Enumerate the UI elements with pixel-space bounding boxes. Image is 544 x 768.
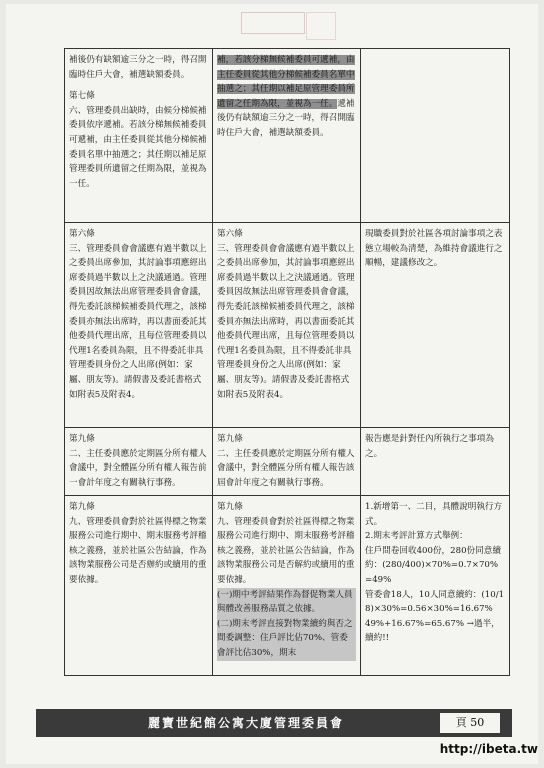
text-block: 遞補後仍有缺額逾三分之一時，得召開臨時住戶大會，補選缺額委員。	[217, 98, 355, 138]
article-heading: 第九條	[217, 434, 243, 444]
reason-text: 現職委員對於社區各項討論事項之表態立場較為清楚，為維持會議進行之順暢，建議修改之。	[365, 229, 503, 269]
red-stamp	[241, 12, 305, 34]
reason-text: 報告應是針對任內所執行之事項為之。	[365, 434, 494, 459]
cell-current-text	[65, 223, 213, 428]
cell-revised-text	[213, 496, 361, 676]
reason-text: 住戶問卷回收400份，280份同意續約：(280/400)×70%=0.7×70%=49%	[365, 545, 501, 585]
cell-reason	[361, 49, 510, 223]
cell-reason	[361, 223, 510, 428]
article-heading: 第九條	[217, 502, 243, 512]
reason-text: 1.新增第一、二目，具體說明執行方式。	[365, 502, 503, 527]
document-page	[6, 4, 538, 764]
article-heading: 第九條	[69, 434, 95, 444]
text-block: 六、管理委員出缺時，由候分梯候補委員依序遞補。若該分梯無候補委員可遞補，由主任委員從其他分梯候補委員名單中抽選之；其任期以補足原管理委員所遺留之任期為限，並視為一任。	[69, 105, 207, 189]
page-footer	[36, 709, 512, 737]
cell-revised-text	[213, 428, 361, 496]
text-block: 九、管理委員會對於社區得標之物業服務公司進行期中、期末服務考評稽核之義務，並於社區公告結論，作為該物業服務公司是否解約或續用的重要依據。	[217, 516, 355, 585]
table-row	[65, 496, 510, 676]
highlighted-text: 補，若該分梯無候補委員可遞補，由主任委員從其他分梯候補委員名單中抽選之；其任期以補足原管理委員所遺留之任期為限，並視為一任。	[217, 55, 355, 109]
table-row	[65, 49, 510, 223]
article-heading: 第六條	[217, 229, 243, 239]
comparison-table	[64, 48, 510, 676]
highlighted-note: (一)期中考評結果作為督促物業人員與體改善服務品質之依據。	[217, 588, 356, 617]
cell-reason	[361, 496, 510, 676]
cell-current-text	[65, 428, 213, 496]
cell-current-text	[65, 496, 213, 676]
text-block: 九、管理委員會對於社區得標之物業服務公司進行期中、期末服務考評稽核之義務，並於社區公告結論，作為該物業服務公司是否辦約或續用的重要依據。	[69, 516, 207, 585]
cell-current-text	[65, 49, 213, 223]
cell-revised-text	[213, 223, 361, 428]
reason-text: 2.期末考評計算方式舉例：	[365, 531, 468, 542]
text-block: 二、主任委員應於定期區分所有權人會議中，對全體區分所有權人報告該屆會計年度之有關執行事務。	[217, 448, 355, 488]
article-heading: 第六條	[69, 229, 95, 239]
table-row	[65, 223, 510, 428]
table-row	[65, 428, 510, 496]
highlighted-note: (二)期末考評直接對物業續約與否之間委調整：住戶評比佔70%、管委會評比佔30%，期末	[217, 617, 356, 661]
text-block: 三、管理委員會會議應有過半數以上之委員出席參加，其討論事項應經出席委員過半數以上之決議通過。管理委員因故無法出席管理委員會會議，得先委託該梯候補委員代理之，該梯委員亦無法出席時，再以書面委託其他委員代理出席，且每位管理委員以代理1名委員為限，且不得委託非具管理委員身份之人出席(例如：家屬、朋友等)。請假書及委託書格式如附表5及附表4。	[69, 243, 207, 400]
cell-revised-text	[213, 49, 361, 223]
reason-text: 管委會18人，10人同意續約：(10/18)×30%=0.56×30%=16.67%	[365, 589, 505, 615]
reason-text: 49%+16.67%=65.67% →過半，續約!!	[365, 618, 500, 644]
article-heading: 第七條	[69, 91, 95, 102]
text-block: 二、主任委員應於定期區分所有權人會議中，對全體區分所有權人報告前一會計年度之有關執行事務。	[69, 448, 207, 488]
text-block: 三、管理委員會會議應有過半數以上之委員出席參加，其討論事項應經出席委員過半數以上之決議通過。管理委員因故無法出席管理委員會會議，得先委託該梯候補委員代理之，該梯委員亦無法出席時，再以書面委託其他委員代理出席，且每位管理委員以代理1名委員為限，且不得委託非具管理委員身份之人出席(例如：家屬、朋友等)。請假書及委託書格式如附表5及附表4。	[217, 243, 355, 400]
cell-reason	[361, 428, 510, 496]
page-number: 頁 50	[440, 713, 500, 733]
watermark-url: http://ibeta.tw	[439, 742, 538, 756]
footer-title: 麗寶世紀館公寓大廈管理委員會	[147, 716, 344, 730]
text-block: 補後仍有缺額逾三分之一時，得召開臨時住戶大會，補選缺額委員。	[69, 55, 207, 80]
article-heading: 第九條	[69, 502, 95, 512]
red-stamp-small	[306, 12, 336, 40]
